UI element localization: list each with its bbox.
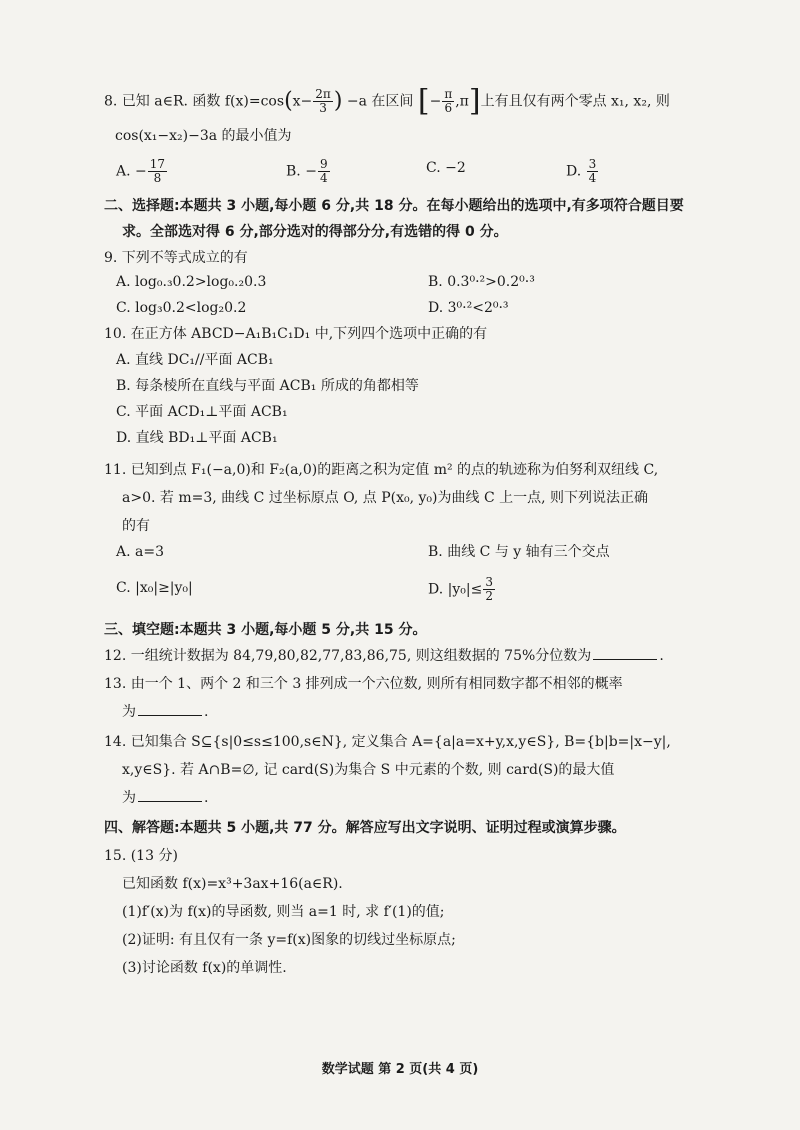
q11-stem-line2: a>0. 若 m=3, 曲线 C 过坐标原点 O, 点 P(x₀, y₀)为曲线 C 上一点, 则下列说法正确 — [122, 490, 649, 506]
q14-answer-blank[interactable] — [138, 789, 202, 802]
q10-option-b: B. 每条棱所在直线与平面 ACB₁ 所成的角都相等 — [116, 378, 419, 394]
q15-part1: (1)f′(x)为 f(x)的导函数, 则当 a=1 时, 求 f′(1)的值; — [122, 904, 445, 920]
q14-stem-line2: x,y∈S}. 若 A∩B=∅, 记 card(S)为集合 S 中元素的个数, 则 card(S)的最大值 — [122, 762, 615, 778]
q13-stem-line2: 为 . — [122, 704, 209, 720]
q11-option-c: C. |x₀|≥|y₀| — [116, 580, 193, 596]
q12-answer-blank[interactable] — [593, 647, 657, 660]
q8-option-d: D. $\frac{3}{4}$ — [566, 157, 597, 185]
section4-title: 四、解答题:本题共 5 小题,共 77 分。解答应写出文字说明、证明过程或演算步骤。 — [104, 820, 626, 836]
q11-options-row1 — [0, 542, 800, 562]
q13-answer-blank[interactable] — [138, 703, 202, 716]
q8-option-a: A. − $\frac{17}{8}$ — [116, 157, 166, 185]
q14-stem-line3: 为 . — [122, 790, 209, 806]
q8-options — [0, 157, 800, 185]
q8-interval-fraction: $\frac{\pi}{6}$ — [444, 87, 453, 115]
q15-header: 15. (13 分) — [104, 848, 178, 864]
q8-stem-part1: 已知 a∈R. 函数 f(x)=cos — [121, 93, 285, 110]
q10-option-c: C. 平面 ACD₁⊥平面 ACB₁ — [116, 404, 288, 420]
q10-option-d: D. 直线 BD₁⊥平面 ACB₁ — [116, 430, 278, 446]
q8-stem-part3: 上有且仅有两个零点 x₁, x₂, 则 — [480, 93, 670, 110]
q8-stem-part2: −a 在区间 — [346, 93, 414, 110]
q14-stem-line1: 14. 已知集合 S⊆{s|0≤s≤100,s∈N}, 定义集合 A={a|a=x+y,x,y∈S}, B={b|b=|x−y|, — [104, 734, 671, 750]
q11-option-b: B. 曲线 C 与 y 轴有三个交点 — [428, 544, 610, 560]
q8-fraction: $\frac{2\pi}{3}$ — [315, 87, 331, 115]
q15-part3: (3)讨论函数 f(x)的单调性. — [122, 960, 287, 976]
q9-stem: 9. 下列不等式成立的有 — [104, 250, 248, 266]
q10-stem: 10. 在正方体 ABCD−A₁B₁C₁D₁ 中,下列四个选项中正确的有 — [104, 326, 488, 342]
q13-stem-line1: 13. 由一个 1、两个 2 和三个 3 排列成一个六位数, 则所有相同数字都不相邻的概率 — [104, 676, 623, 692]
section2-title-line2: 求。全部选对得 6 分,部分选对的得部分分,有选错的得 0 分。 — [122, 224, 508, 240]
q12-stem: 12. 一组统计数据为 84,79,80,82,77,83,86,75, 则这组数据的 75%分位数为 . — [104, 648, 664, 664]
q11-stem-line3: 的有 — [122, 518, 150, 534]
q11-options-row2 — [0, 576, 800, 604]
q11-option-a: A. a=3 — [116, 544, 164, 560]
q9-option-c: C. log₃0.2<log₂0.2 — [116, 300, 247, 316]
q9-options-row1 — [0, 272, 800, 292]
q8-option-b: B. − $\frac{9}{4}$ — [286, 157, 328, 185]
q8-option-c: C. −2 — [426, 160, 466, 176]
q9-option-a: A. log₀.₃0.2>log₀.₂0.3 — [116, 274, 267, 290]
q15-part2: (2)证明: 有且仅有一条 y=f(x)图象的切线过坐标原点; — [122, 932, 456, 948]
page-footer: 数学试题 第 2 页(共 4 页) — [321, 1062, 479, 1077]
q11-stem-line1: 11. 已知到点 F₁(−a,0)和 F₂(a,0)的距离之积为定值 m² 的点的轨迹称为伯努利双纽线 C, — [104, 462, 659, 478]
q8-number: 8. — [104, 93, 118, 110]
q9-option-b: B. 0.3⁰·²>0.2⁰·³ — [428, 274, 535, 290]
q11-option-d: D. |y₀|≤ $\frac{3}{2}$ — [428, 575, 493, 603]
section2-title-line1: 二、选择题:本题共 3 小题,每小题 6 分,共 18 分。在每小题给出的选项中,有多项符合题目要 — [104, 198, 684, 214]
q9-option-d: D. 3⁰·²<2⁰·³ — [428, 300, 509, 316]
q8-stem-line2: cos(x₁−x₂)−3a 的最小值为 — [115, 128, 292, 144]
q8-stem-line1: 8. 已知 a∈R. 函数 f(x)=cos(x− $\frac{2\pi}{3}$ ) −a 在区间 [− $\frac{\pi}{6}$ ,π]上有且仅有两个零点 x₁, x₂, 则 — [104, 83, 670, 119]
q15-given: 已知函数 f(x)=x³+3ax+16(a∈R). — [122, 876, 343, 892]
q9-options-row2 — [0, 298, 800, 318]
section3-title: 三、填空题:本题共 3 小题,每小题 5 分,共 15 分。 — [104, 622, 427, 638]
q10-option-a: A. 直线 DC₁//平面 ACB₁ — [116, 352, 274, 368]
